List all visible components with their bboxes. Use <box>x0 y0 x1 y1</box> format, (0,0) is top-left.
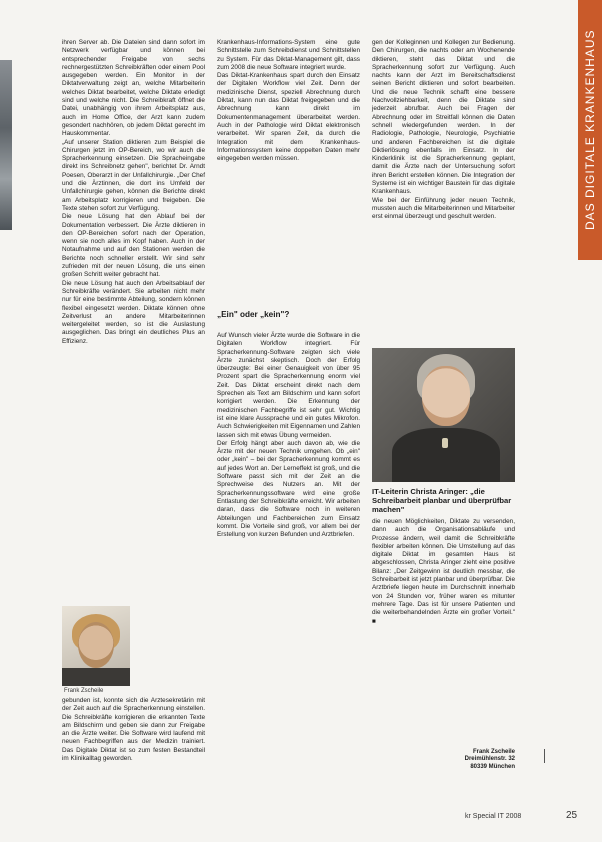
paragraph: Auf Wunsch vieler Ärzte wurde die Software in die Digitalen Workflow integriert. Für Spracherkennung-Software zeigten sich viele Ärzte zunächst skeptisch. Doch der Erfolg überzeugte: Bei einer Genauigkeit von über 95 Prozent spart die Spracherkennung enorm viel Zeit. Das Diktat erscheint direkt nach dem Sprechen als Text am Bildschirm und kann sofort korrigiert werden. Die Erkennung der medizinischen Fachbegriffe ist sehr gut. Wichtig ist eine klare Aussprache und ein gutes Mikrofon. Auch Schwierigkeiten mit Eigennamen und Zahlen lassen sich mit etwas Übung vermeiden. <box>217 332 360 439</box>
photo-caption-quote: IT-Leiterin Christa Aringer: „die Schreibarbeit planbar und überprüfbar machen" <box>372 487 512 514</box>
paragraph: ihren Server ab. Die Dateien sind dann sofort im Netzwerk verfügbar und können bei entsprechender Freigabe von sechs rechnergestützten Schreibkräften oder einem Pool ausgegeben werden. Ein Monitor in der Diktatverwaltung zeigt an, welche Mitarbeiterin welches Diktat bearbeitet, welche Diktate erledigt sind und welche nicht. Die Schreibkraft öffnet die Datei, unabhängig von ihrem Arbeitsplatz aus, auch im Home Office, der Arzt kann zudem gesondert nachhören, ob jedem Diktat gerecht im Hauskommentar. <box>62 39 205 138</box>
article-column-3-lower <box>372 518 515 626</box>
edge-photo-strip <box>0 60 12 230</box>
photo-caption: Frank Zscheile <box>64 688 104 694</box>
paragraph: Das Diktat-Krankenhaus spart durch den Einsatz der Digitalen Workflow viel Zeit. Denn der medizinische Dienst, speziell Abrechnung durch Diktat, kann nun das Diktat freigegeben und die Abrechnung kann direkt im Dokumentenmanagement überarbeitet werden. Auch in der Pathologie wird Diktat elektronisch verarbeitet. Wir sparen Zeit, da durch die Integration mit dem Krankenhaus-Informationssystem keine doppelten Daten mehr eingegeben werden müssen. <box>217 72 360 163</box>
footer-magazine: kr Special IT 2008 <box>465 813 522 820</box>
paragraph: die neuen Möglichkeiten, Diktate zu versenden, dann auch die Organisationsabläufe und Prozesse ändern, weil damit die Schreibkräfte flexibler arbeiten können. Die Umstellung auf das digitale Diktat im gesamten Haus ist abgeschlossen, Christa Aringer zieht eine positive Bilanz: „Der Zeitgewinn ist deutlich messbar, die Schreibarbeit ist jetzt planbar und überprüfbar. Die Arztbriefe liegen heute im Durchschnitt innerhalb von 24 Stunden vor, früher waren es mitunter mehrere Tage. Das ist für unsere Patienten und die weiterbehandelnden Ärzte ein großer Vorteil." ■ <box>372 518 515 625</box>
author-signature <box>372 749 515 771</box>
paragraph: gebunden ist, konnte sich die Arztesekretärin mit der Zeit auch auf die Spracherkennung einstellen. Die Schreibkräfte korrigieren die erkannten Texte am Bildschirm und geben sie dann zur Freigabe an die Ärzte weiter. Die Software wird laufend mit neuen Fachbegriffen aus der Medizin trainiert. Das Digitale Diktat ist so zum festen Bestandteil im Klinikalltag geworden. <box>62 697 205 763</box>
article-column-3 <box>372 39 515 222</box>
section-side-band <box>578 0 602 260</box>
paragraph: gen der Kolleginnen und Kollegen zur Bedienung. Den Chirurgen, die nachts oder am Wochenende diktieren, steht das Diktat und die Spracherkennung sofort zur Verfügung. Auch nachts kann der Arzt im Bereitschaftsdienst seinen Bericht diktieren und sofort bearbeiten. Und die neue Technik schafft eine bessere Nachvollziehbarkeit, denn die Diktate sind jederzeit abrufbar. Auch bei Fragen der Abrechnung oder im Streitfall können die Daten schnell wiedergefunden werden. In der Radiologie, Pathologie, Neurologie, Psychiatrie und anderen Fachbereichen ist die digitale Diktierlösung ebenfalls im Einsatz. In der Kinderklinik ist die Spracherkennung geplant, damit die Ärzte nach der Untersuchung sofort ihren Bericht erstellen können. Die Integration der Systeme ist ein wichtiger Baustein für das digitale Krankenhaus. <box>372 39 515 196</box>
section-label: DAS DIGITALE KRANKENHAUS <box>583 29 597 231</box>
paragraph: Der Erfolg hängt aber auch davon ab, wie die Ärzte mit der neuen Technik umgehen. Ob „ein" oder „kein" – bei der Spracherkennung kommt es auf jedes Wort an. Der Lerneffekt ist groß, und die Software passt sich mit der Zeit an die Sprechweise des Nutzers an. Mit der Spracherkennungssoftware wird eine große Entlastung der Schreibkräfte erreicht. Wir arbeiten daran, dass die Software noch in weiteren Abteilungen und Fachbereichen zum Einsatz kommt. Die Vorteile sind groß, vor allem bei der Erstellung von kurzen Befunden und Arztbriefen. <box>217 439 360 539</box>
author-name: Frank Zscheile <box>472 749 515 755</box>
author-portrait-photo <box>62 606 130 686</box>
paragraph: Wie bei der Einführung jeder neuen Technik, mussten auch die Mitarbeiterinnen und Mitarbeiter erst einmal überzeugt und geschult werden. <box>372 196 515 221</box>
article-column-1-bottom <box>62 697 205 763</box>
paragraph: Die neue Lösung hat den Ablauf bei der Dokumentation verbessert. Die Ärzte diktieren in den OP-Bereichen sofort nach der Operation, wenn sie noch alles im Kopf haben. Auch in der Notaufnahme und auf den Stationen werden die Berichte noch schneller erstellt. Wir sind sehr zufrieden mit der neuen Lösung, die uns einen großen Schritt weiter gebracht hat. <box>62 213 205 279</box>
it-leader-portrait-photo <box>372 348 515 482</box>
author-city: 80339 München <box>470 763 515 770</box>
article-column-1 <box>62 39 205 346</box>
author-street: Dreimühlenstr. 32 <box>464 756 515 763</box>
section-heading: „Ein" oder „kein"? <box>217 310 290 319</box>
page-number: 25 <box>566 810 578 821</box>
paragraph: „Auf unserer Station diktieren zum Beispiel die Chirurgen jetzt im OP-Bereich, wo wir auch die Spracherkennung einsetzen. Die Spracheingabe direkt ins Schreibnetz gehen", berichtet Dr. Arndt Poesen, Oberarzt in der Unfallchirurgie. „Der Chef und die Ärztinnen, die dort ins Umfeld der Unfallchirurgie gehen, können die Berichte direkt am Arbeitsplatz korrigieren und freigeben. Die Texte stehen sofort zur Verfügung. <box>62 138 205 212</box>
paragraph: Die neue Lösung hat auch den Arbeitsablauf der Schreibkräfte verändert. Sie arbeiten nicht mehr nur für eine bestimmte Abteilung, sondern können flexibel eingesetzt werden. Diktate können ohne Zeitverlust an andere Mitarbeiterinnen weitergeleitet werden, so ist die Auslastung ausgeglichen. Das bringt ein deutliches Plus an Effizienz. <box>62 279 205 345</box>
article-column-2 <box>217 39 360 163</box>
article-column-2-lower <box>217 332 360 539</box>
paragraph: Krankenhaus-Informations-System eine gute Schnittstelle zum Schreibdienst und Schnittstellen zu System. Für das Diktat-Management gilt, dass zum 2008 die neue Software integriert wurde. <box>217 39 360 71</box>
margin-mark <box>544 749 549 763</box>
